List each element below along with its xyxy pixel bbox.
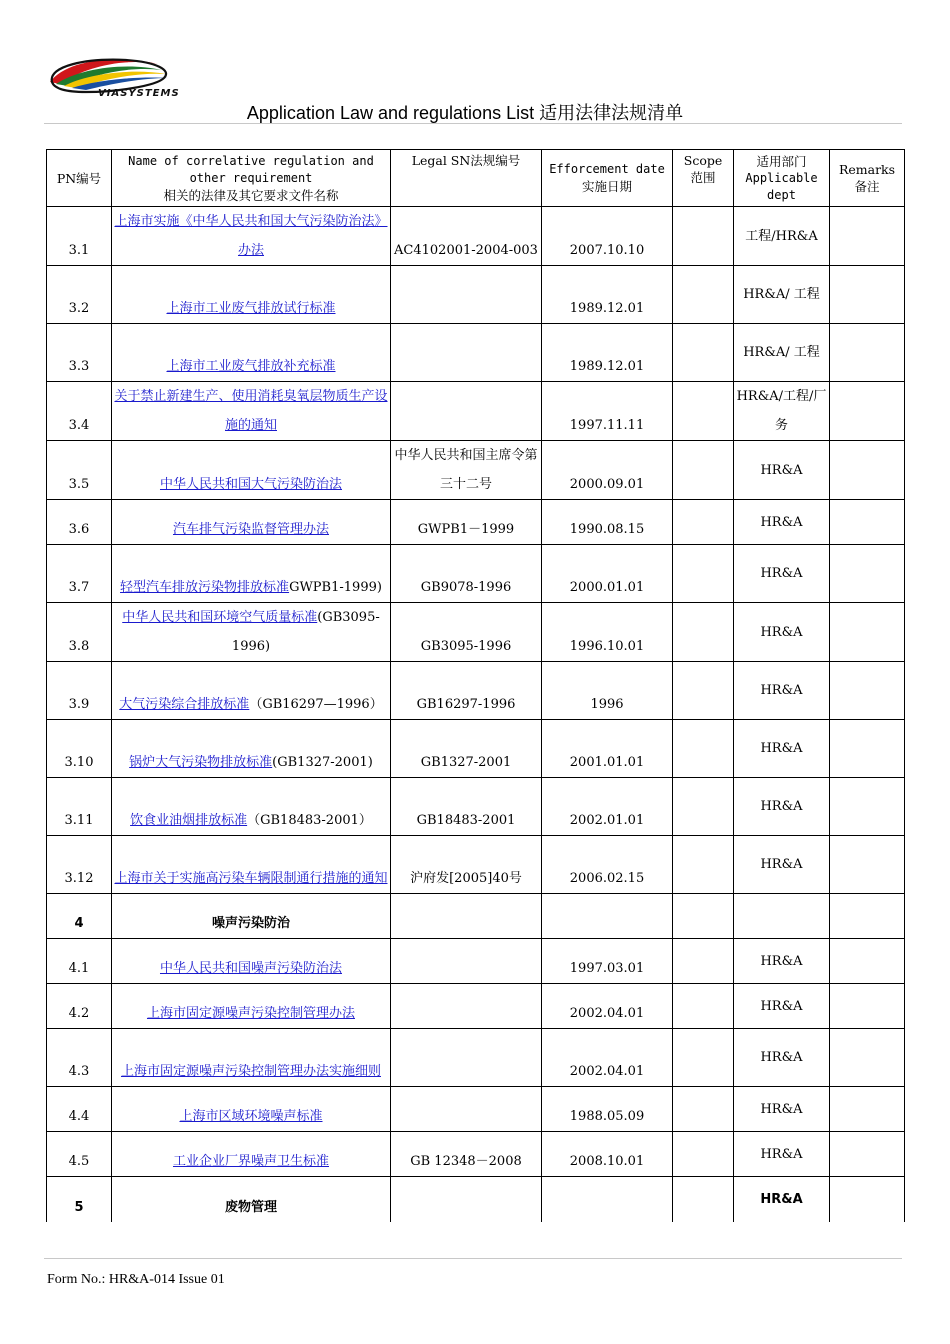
cell-name[interactable]: [112, 207, 391, 266]
cell-pn-text: 4.1: [68, 961, 90, 976]
header-name: [112, 150, 391, 207]
cell-name[interactable]: [112, 603, 391, 662]
cell-scope: [673, 207, 734, 266]
cell-name: [112, 1177, 391, 1222]
cell-pn: [47, 603, 112, 662]
header-dept-en: Applicable dept: [745, 170, 818, 202]
cell-sn: [391, 603, 542, 662]
cell-dept: [734, 266, 830, 324]
regulation-link[interactable]: 饮食业油烟排放标准: [130, 813, 248, 828]
table-row: [47, 1029, 905, 1087]
cell-dept: [734, 545, 830, 603]
header-scope: [673, 150, 734, 207]
cell-sn: [391, 382, 542, 441]
regulation-link[interactable]: 中华人民共和国噪声污染防治法: [159, 961, 342, 976]
cell-dept: [734, 441, 830, 500]
cell-scope: [673, 1177, 734, 1222]
cell-pn: [47, 1132, 112, 1177]
cell-scope: [673, 894, 734, 939]
cell-pn: [47, 441, 112, 500]
cell-sn: [391, 1132, 542, 1177]
cell-sn: [391, 984, 542, 1029]
regulation-link[interactable]: 轻型汽车排放污染物排放标准: [120, 580, 290, 595]
cell-scope: [673, 545, 734, 603]
table-body: [47, 207, 905, 1222]
cell-dept-text: HR&A: [760, 998, 803, 1014]
table-row: [47, 836, 905, 894]
cell-date-text: 1996: [590, 697, 624, 712]
cell-dept: [734, 836, 830, 894]
cell-date: [542, 500, 673, 545]
section-title: 噪声污染防治: [211, 916, 290, 931]
cell-dept: [734, 662, 830, 720]
cell-sn-text: GB1327-2001: [420, 755, 512, 770]
cell-date-text: 1990.08.15: [569, 522, 645, 537]
cell-name[interactable]: [112, 1029, 391, 1087]
cell-date: [542, 720, 673, 778]
cell-date-text: 2001.01.01: [569, 755, 645, 770]
table-row: [47, 662, 905, 720]
cell-remarks: [830, 382, 905, 441]
cell-name[interactable]: [112, 500, 391, 545]
regulation-code: （GB18483-2001）: [247, 813, 372, 828]
cell-date-text: 2002.01.01: [569, 813, 645, 828]
cell-dept: [734, 939, 830, 984]
cell-date: [542, 1177, 673, 1222]
regulation-link[interactable]: 中华人民共和国环境空气质量标准: [122, 610, 318, 625]
form-number: Form No.: HR&A-014 Issue 01: [47, 1272, 225, 1287]
cell-pn-text: 4.5: [68, 1154, 90, 1169]
regulation-link[interactable]: 上海市固定源噪声污染控制管理办法: [146, 1006, 355, 1021]
cell-name[interactable]: [112, 545, 391, 603]
cell-scope: [673, 500, 734, 545]
cell-date: [542, 1029, 673, 1087]
cell-sn: [391, 836, 542, 894]
cell-date-text: 1989.12.01: [569, 301, 645, 316]
cell-date: [542, 1087, 673, 1132]
cell-dept-text: HR&A: [760, 857, 803, 872]
header-name-en: Name of correlative regulation and other requirement: [128, 153, 374, 185]
cell-dept: [734, 984, 830, 1029]
cell-date-text: 1996.10.01: [569, 639, 645, 654]
cell-sn: [391, 266, 542, 324]
cell-pn-text: 4.3: [68, 1064, 90, 1079]
section-row: [47, 894, 905, 939]
regulation-link[interactable]: 上海市固定源噪声污染控制管理办法实施细则: [120, 1064, 381, 1079]
cell-date-text: 1997.03.01: [569, 961, 645, 976]
regulation-link[interactable]: 汽车排气污染监督管理办法: [172, 522, 329, 537]
cell-date-text: 2000.01.01: [569, 580, 645, 595]
cell-name[interactable]: [112, 939, 391, 984]
cell-pn-text: 3.10: [64, 755, 94, 770]
cell-pn-text: 3.3: [68, 359, 90, 374]
cell-pn-text: 3.7: [68, 580, 90, 595]
cell-date-text: 2000.09.01: [569, 477, 645, 492]
cell-dept-text: HR&A: [760, 1191, 803, 1207]
document-title: Application Law and regulations List 适用法律法规清单: [246, 103, 684, 123]
table-row: [47, 441, 905, 500]
cell-remarks: [830, 1029, 905, 1087]
cell-dept: [734, 1029, 830, 1087]
regulation-link[interactable]: 上海市工业废气排放试行标准: [166, 301, 336, 316]
cell-remarks: [830, 720, 905, 778]
regulation-link[interactable]: 工业企业厂界噪声卫生标准: [172, 1154, 329, 1169]
header-date-cn: 实施日期: [581, 179, 632, 194]
regulation-code: （GB16297—1996）: [249, 697, 383, 712]
cell-sn-text: GWPB1－1999: [417, 522, 515, 537]
section-title: 废物管理: [224, 1199, 277, 1215]
cell-pn: [47, 939, 112, 984]
cell-scope: [673, 441, 734, 500]
cell-pn: [47, 894, 112, 939]
cell-pn: [47, 836, 112, 894]
cell-scope: [673, 720, 734, 778]
table-row: [47, 207, 905, 266]
cell-dept-text: HR&A: [760, 953, 803, 969]
cell-dept: [734, 1132, 830, 1177]
cell-remarks: [830, 500, 905, 545]
cell-sn: [391, 720, 542, 778]
cell-scope: [673, 1029, 734, 1087]
cell-sn: [391, 662, 542, 720]
cell-pn-text: 3.8: [68, 639, 90, 654]
cell-dept-text: HR&A: [760, 799, 803, 814]
cell-name[interactable]: [112, 1132, 391, 1177]
cell-scope: [673, 1087, 734, 1132]
cell-dept-text: HR&A: [760, 624, 803, 640]
regulation-code: GWPB1-1999): [289, 580, 382, 595]
cell-remarks: [830, 207, 905, 266]
cell-pn-text: 3.1: [68, 243, 90, 258]
cell-name[interactable]: [112, 778, 391, 836]
cell-pn: [47, 207, 112, 266]
cell-date: [542, 836, 673, 894]
cell-sn-text: AC4102001-2004-003: [394, 243, 538, 258]
table-row: [47, 939, 905, 984]
table-row: [47, 324, 905, 382]
cell-name[interactable]: [112, 662, 391, 720]
cell-remarks: [830, 1132, 905, 1177]
table-row: [47, 720, 905, 778]
cell-dept-text: HR&A: [760, 462, 803, 478]
cell-dept-text: HR&A: [760, 1146, 803, 1162]
cell-pn: [47, 324, 112, 382]
cell-date: [542, 603, 673, 662]
table-row: [47, 984, 905, 1029]
header-name-cn: 相关的法律及其它要求文件名称: [163, 187, 339, 203]
viasystems-logo: [46, 52, 226, 98]
cell-dept-text: 工程/HR&A: [745, 228, 818, 244]
table-header-row: [47, 150, 905, 207]
cell-dept-text: HR&A: [760, 514, 803, 530]
cell-dept: [734, 500, 830, 545]
cell-remarks: [830, 266, 905, 324]
regulation-code: (GB3095-1996): [231, 610, 380, 654]
regulation-link[interactable]: 上海市工业废气排放补充标准: [166, 359, 336, 374]
cell-pn-text: 5: [74, 1199, 84, 1215]
cell-pn: [47, 662, 112, 720]
cell-sn: [391, 324, 542, 382]
cell-dept-text: HR&A/ 工程: [743, 287, 820, 302]
cell-date: [542, 441, 673, 500]
table-row: [47, 603, 905, 662]
header-remarks-en: Remarks: [838, 162, 896, 177]
cell-dept-text: HR&A/ 工程: [743, 345, 820, 360]
cell-date: [542, 1132, 673, 1177]
cell-date-text: 2006.02.15: [569, 871, 645, 886]
cell-sn: [391, 778, 542, 836]
cell-dept: [734, 382, 830, 441]
cell-date: [542, 545, 673, 603]
header-sn: Legal SN法规编号: [391, 150, 542, 207]
cell-sn: [391, 894, 542, 939]
cell-dept: [734, 720, 830, 778]
cell-sn: [391, 500, 542, 545]
header-date: [542, 150, 673, 207]
cell-remarks: [830, 894, 905, 939]
cell-pn-text: 3.2: [68, 301, 90, 316]
cell-name[interactable]: [112, 382, 391, 441]
cell-remarks: [830, 939, 905, 984]
cell-dept: [734, 1177, 830, 1222]
cell-date-text: 2002.04.01: [569, 1006, 645, 1021]
cell-date: [542, 894, 673, 939]
header-dept-cn: 适用部门: [756, 153, 807, 169]
cell-sn: [391, 939, 542, 984]
cell-pn-text: 3.9: [68, 697, 90, 712]
cell-pn-text: 3.4: [68, 418, 90, 433]
cell-sn-text: 沪府发[2005]40号: [410, 871, 522, 886]
header-pn: PN编号: [47, 150, 112, 207]
regulations-table: [46, 149, 905, 1222]
cell-date-text: 1988.05.09: [569, 1109, 645, 1124]
cell-name[interactable]: [112, 836, 391, 894]
cell-remarks: [830, 836, 905, 894]
cell-scope: [673, 603, 734, 662]
cell-name: [112, 894, 391, 939]
cell-sn-text: 中华人民共和国主席令第三十二号: [394, 448, 538, 492]
cell-name[interactable]: [112, 441, 391, 500]
cell-name[interactable]: [112, 984, 391, 1029]
cell-date: [542, 324, 673, 382]
regulation-link[interactable]: 锅炉大气污染物排放标准: [129, 755, 273, 770]
cell-dept: [734, 894, 830, 939]
table-row: [47, 545, 905, 603]
cell-remarks: [830, 1087, 905, 1132]
cell-dept: [734, 603, 830, 662]
cell-remarks: [830, 778, 905, 836]
table-row: [47, 382, 905, 441]
cell-scope: [673, 382, 734, 441]
header-rule: [44, 123, 902, 124]
cell-scope: [673, 266, 734, 324]
cell-pn-text: 4.2: [68, 1006, 90, 1021]
cell-dept: [734, 778, 830, 836]
cell-scope: [673, 662, 734, 720]
cell-sn: [391, 1087, 542, 1132]
cell-date: [542, 984, 673, 1029]
cell-dept-text: HR&A/工程/厂务: [736, 389, 827, 433]
cell-remarks: [830, 1177, 905, 1222]
table-row: [47, 1132, 905, 1177]
section-row: [47, 1177, 905, 1222]
cell-sn-text: GB18483-2001: [416, 813, 516, 828]
cell-sn: [391, 1177, 542, 1222]
cell-pn: [47, 382, 112, 441]
cell-remarks: [830, 324, 905, 382]
cell-name[interactable]: [112, 1087, 391, 1132]
regulation-link[interactable]: 关于禁止新建生产、使用消耗臭氧层物质生产设施的通知: [114, 389, 388, 433]
cell-pn: [47, 500, 112, 545]
cell-pn-text: 3.11: [64, 813, 94, 828]
cell-scope: [673, 778, 734, 836]
header-date-en: Efforcement date: [549, 162, 665, 176]
cell-date-text: 1997.11.11: [569, 418, 645, 433]
regulation-link[interactable]: 上海市实施《中华人民共和国大气污染防治法》办法: [114, 214, 388, 258]
table-row: [47, 500, 905, 545]
cell-name[interactable]: [112, 266, 391, 324]
cell-pn-text: 3.5: [68, 477, 90, 492]
regulation-link[interactable]: 大气污染综合排放标准: [119, 697, 250, 712]
cell-pn: [47, 1029, 112, 1087]
cell-date-text: 1989.12.01: [569, 359, 645, 374]
cell-dept: [734, 1087, 830, 1132]
cell-name[interactable]: [112, 324, 391, 382]
cell-pn: [47, 545, 112, 603]
cell-pn: [47, 778, 112, 836]
cell-dept: [734, 324, 830, 382]
cell-sn: [391, 1029, 542, 1087]
logo-text: VIASYSTEMS: [98, 88, 180, 98]
cell-date: [542, 662, 673, 720]
cell-date: [542, 207, 673, 266]
cell-sn: [391, 207, 542, 266]
regulation-link[interactable]: 上海市区域环境噪声标准: [179, 1109, 323, 1124]
cell-date: [542, 939, 673, 984]
header-dept: [734, 150, 830, 207]
cell-pn: [47, 1087, 112, 1132]
cell-pn: [47, 720, 112, 778]
cell-sn-text: GB 12348－2008: [410, 1154, 522, 1169]
cell-pn: [47, 266, 112, 324]
table-row: [47, 266, 905, 324]
cell-dept-text: HR&A: [760, 683, 803, 698]
cell-sn-text: GB16297-1996: [416, 697, 516, 712]
cell-pn-text: 3.12: [64, 871, 94, 886]
regulation-link[interactable]: 上海市关于实施高污染车辆限制通行措施的通知: [114, 871, 388, 886]
cell-scope: [673, 939, 734, 984]
header-scope-en: Scope: [683, 153, 723, 168]
table-row: [47, 778, 905, 836]
cell-dept-text: HR&A: [760, 1101, 803, 1117]
header-remarks-cn: 备注: [854, 179, 880, 194]
cell-sn-text: GB9078-1996: [420, 580, 512, 595]
header-remarks: [830, 150, 905, 207]
cell-date: [542, 778, 673, 836]
cell-scope: [673, 984, 734, 1029]
cell-dept: [734, 207, 830, 266]
cell-remarks: [830, 984, 905, 1029]
cell-remarks: [830, 441, 905, 500]
cell-sn-text: GB3095-1996: [420, 639, 512, 654]
cell-pn: [47, 984, 112, 1029]
cell-sn: [391, 545, 542, 603]
cell-dept-text: HR&A: [760, 1050, 803, 1065]
cell-date: [542, 382, 673, 441]
regulation-link[interactable]: 中华人民共和国大气污染防治法: [159, 477, 342, 492]
regulation-code: (GB1327-2001): [272, 755, 373, 770]
footer-rule: [44, 1258, 902, 1259]
cell-sn: [391, 441, 542, 500]
cell-date-text: 2002.04.01: [569, 1064, 645, 1079]
cell-dept-text: HR&A: [760, 741, 803, 756]
cell-pn-text: 4.4: [68, 1109, 90, 1124]
cell-name[interactable]: [112, 720, 391, 778]
cell-date-text: 2007.10.10: [569, 243, 645, 258]
cell-pn-text: 4: [74, 916, 84, 931]
cell-remarks: [830, 603, 905, 662]
cell-scope: [673, 1132, 734, 1177]
cell-dept-text: HR&A: [760, 566, 803, 581]
cell-scope: [673, 324, 734, 382]
cell-remarks: [830, 545, 905, 603]
cell-pn-text: 3.6: [68, 522, 90, 537]
cell-date-text: 2008.10.01: [569, 1154, 645, 1169]
cell-date: [542, 266, 673, 324]
table-row: [47, 1087, 905, 1132]
header-scope-cn: 范围: [690, 170, 716, 185]
cell-pn: [47, 1177, 112, 1222]
cell-remarks: [830, 662, 905, 720]
cell-scope: [673, 836, 734, 894]
